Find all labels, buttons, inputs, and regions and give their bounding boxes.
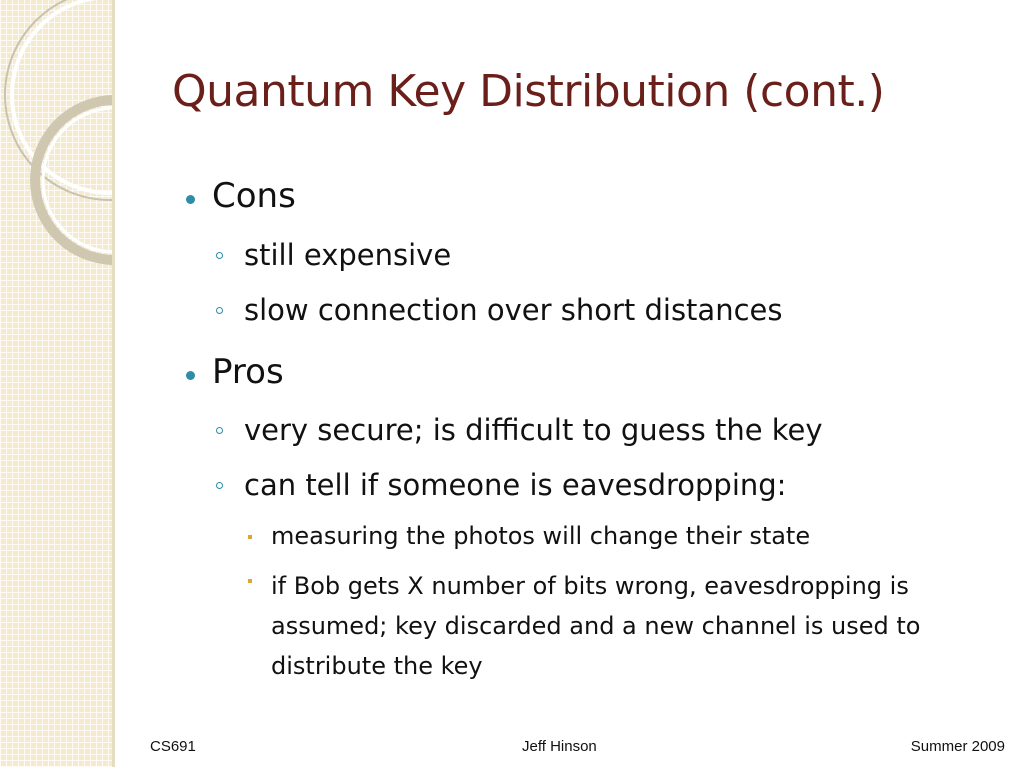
pros-item-secure: very secure; is difficult to guess the key: [244, 413, 823, 447]
heading-cons: Cons: [212, 176, 296, 216]
circle-bullet-icon: [216, 482, 223, 489]
circle-bullet-icon: [216, 427, 223, 434]
footer-term: Summer 2009: [910, 738, 1005, 755]
square-bullet-icon: [248, 535, 252, 539]
decorative-rings: [0, 0, 112, 767]
cons-item-expensive: still expensive: [244, 238, 452, 272]
subitem-measuring-photos: measuring the photos will change their state: [271, 522, 811, 550]
sidebar-divider: [112, 0, 115, 767]
heading-pros: Pros: [212, 352, 284, 392]
circle-bullet-icon: [216, 252, 223, 259]
cons-item-slow-connection: slow connection over short distances: [244, 293, 783, 327]
footer-author: Jeff Hinson: [522, 738, 597, 755]
slide-title: Quantum Key Distribution (cont.): [172, 66, 885, 117]
bullet-dot-icon: [186, 371, 195, 380]
subitem-bob-bits-wrong: if Bob gets X number of bits wrong, eavesdropping is assumed; key discarded and a new channel is used to distribute the key: [271, 572, 921, 680]
circle-bullet-icon: [216, 307, 223, 314]
footer-course: CS691: [150, 738, 196, 755]
bullet-dot-icon: [186, 195, 195, 204]
pros-item-eavesdropping: can tell if someone is eavesdropping:: [244, 468, 787, 502]
square-bullet-icon: [248, 579, 252, 583]
decorative-sidebar: [0, 0, 112, 767]
